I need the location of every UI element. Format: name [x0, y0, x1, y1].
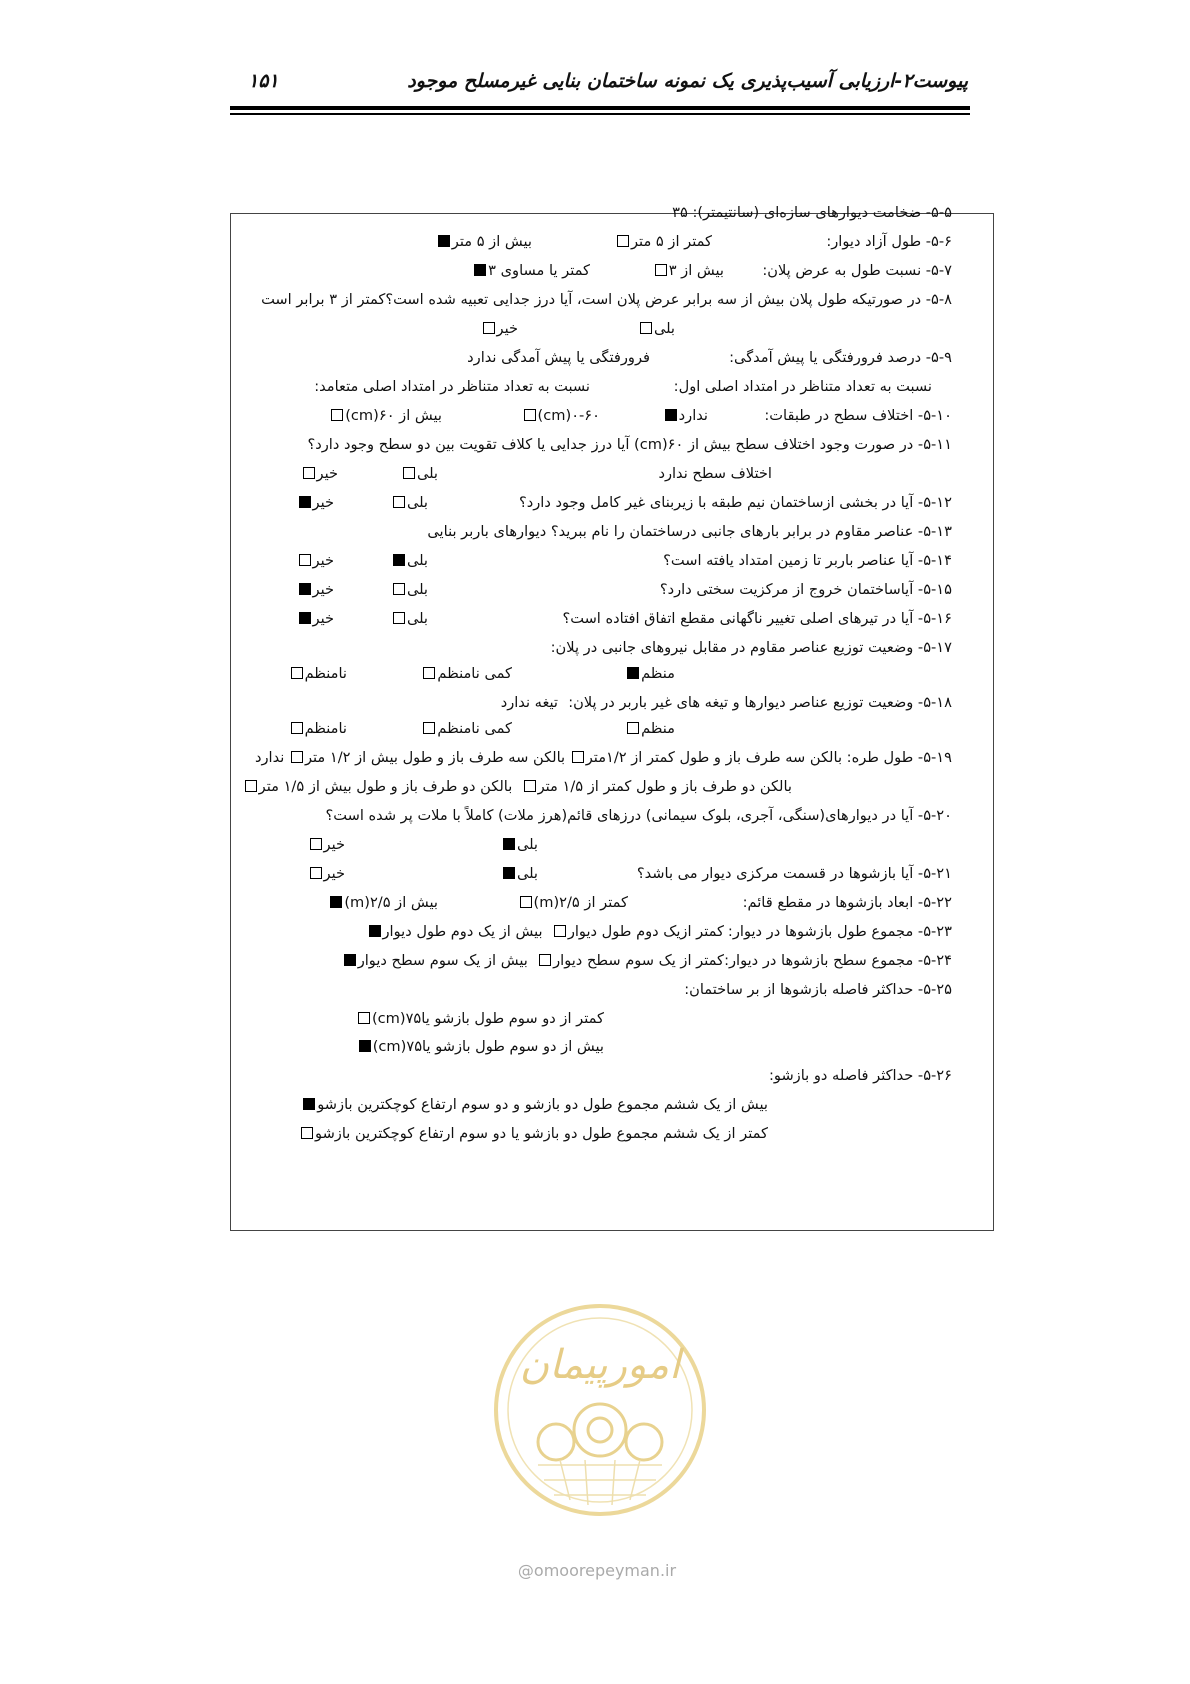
watermark-logo-text: امورپیمان: [519, 1342, 681, 1388]
item-5-9-direction-2: نسبت به تعداد متناظر در امتداد اصلی متعامد:: [314, 378, 590, 395]
item-5-19-option-4-label: بالکن دو طرف باز و طول کمتر از ۱/۵ متر: [537, 778, 792, 795]
item-5-7-option-1-label: بیش از ۳: [668, 262, 724, 279]
item-5-12-no: [297, 493, 334, 513]
item-5-11-question: ۵-۱۱- در صورت وجود اختلاف سطح بیش از ۶۰(cm) آیا درز جدایی یا کلاف تقویت بین دو سطح وجود دارد؟: [307, 436, 952, 453]
item-5-7-question: ۵-۷- نسبت طول به عرض پلان:: [762, 262, 952, 279]
item-5-24-options: [342, 951, 724, 971]
item-5-8-yes-label: بلی: [653, 320, 675, 337]
item-5-15-no-label: خیر: [312, 581, 334, 598]
item-5-14-yes: [391, 551, 428, 571]
item-5-23-option-1-label: کمتر ازیک دوم طول دیوار: [567, 923, 724, 940]
item-5-20-question: ۵-۲۰- آیا در دیوارهای(سنگی، آجری، بلوک سیمانی) درزهای قائم(هرز ملات) کاملاً با ملات پر شده است؟: [325, 807, 952, 824]
checkbox-empty[interactable]: [393, 496, 405, 508]
item-5-25-option-1: [356, 1009, 604, 1029]
item-5-20-no-label: خیر: [323, 836, 345, 853]
checkbox-empty[interactable]: [310, 838, 322, 850]
item-5-21-question: ۵-۲۱- آیا بازشوها در قسمت مرکزی دیوار می باشد؟: [636, 865, 952, 882]
checkbox-empty[interactable]: [291, 751, 303, 763]
item-5-19-option-1-label: بالکن سه طرف باز و طول کمتر از ۱/۲متر: [585, 749, 843, 766]
item-5-10-question: ۵-۱۰- اختلاف سطح در طبقات:: [764, 407, 952, 424]
item-5-8-no-label: خیر: [496, 320, 518, 337]
item-5-19-option-2-label: بالکن سه طرف باز و طول بیش از ۱/۲ متر: [304, 749, 566, 766]
item-5-6-option-1-label: کمتر از ۵ متر: [631, 233, 712, 250]
checkbox-filled[interactable]: [359, 1040, 371, 1052]
checkbox-empty[interactable]: [524, 780, 536, 792]
item-5-22-option-1-label: کمتر از ۲/۵(m): [533, 894, 628, 911]
item-5-14-no-label: خیر: [312, 552, 334, 569]
watermark-logo: [490, 1300, 710, 1520]
item-5-10-option-3-label: بیش از ۶۰(cm): [345, 407, 442, 424]
checkbox-empty[interactable]: [524, 409, 536, 421]
item-5-17-question: ۵-۱۷- وضعیت توزیع عناصر مقاوم در مقابل نیروهای جانبی در پلان:: [550, 639, 952, 656]
checkbox-empty[interactable]: [299, 554, 311, 566]
item-5-25-option-2-label: بیش از دو سوم طول بازشو یا۷۵(cm): [372, 1038, 604, 1055]
checkbox-filled[interactable]: [299, 583, 311, 595]
item-5-26-option-1-label: بیش از یک ششم مجموع طول دو بازشو و دو سوم ارتفاع کوچکترین بازشو: [317, 1096, 768, 1113]
item-5-18-option-2-label: کمی نامنظم: [437, 720, 512, 737]
checkbox-filled[interactable]: [299, 612, 311, 624]
checkbox-empty[interactable]: [291, 722, 303, 734]
item-5-26-question: ۵-۲۶- حداکثر فاصله دو بازشو:: [768, 1067, 952, 1084]
checkbox-empty[interactable]: [393, 583, 405, 595]
checkbox-empty[interactable]: [520, 896, 532, 908]
item-5-19-line-1: [255, 748, 952, 768]
item-5-10-option-1: [663, 406, 708, 426]
item-5-21-no: [308, 864, 345, 884]
item-5-19-option-3-label: ندارد: [255, 749, 285, 766]
item-5-7-option-2-label: کمتر یا مساوی ۳: [488, 262, 590, 279]
item-5-9-direction-1: نسبت به تعداد متناظر در امتداد اصلی اول:: [673, 378, 932, 395]
item-5-19-option-5-label: بالکن دو طرف باز و طول بیش از ۱/۵ متر: [258, 778, 513, 795]
checkbox-filled[interactable]: [393, 554, 405, 566]
item-5-10-option-3: [329, 406, 442, 426]
item-5-15-yes: [391, 580, 428, 600]
checkbox-filled[interactable]: [503, 838, 515, 850]
item-5-9-question: ۵-۹- درصد فرورفتگی یا پیش آمدگی:: [729, 349, 952, 366]
item-5-11-no-label: خیر: [316, 465, 338, 482]
item-5-19-question: ۵-۱۹- طول طره:: [846, 749, 952, 766]
item-5-11-no: [301, 464, 338, 484]
item-5-8-no: [481, 319, 518, 339]
checkbox-empty[interactable]: [291, 667, 303, 679]
checkbox-empty[interactable]: [627, 722, 639, 734]
checkbox-filled[interactable]: [330, 896, 342, 908]
checkbox-empty[interactable]: [554, 925, 566, 937]
item-5-12-question: ۵-۱۲- آیا در بخشی ازساختمان نیم طبقه با زیربنای غیر کامل وجود دارد؟: [518, 494, 952, 511]
item-5-11-answer: اختلاف سطح ندارد: [658, 465, 772, 482]
item-5-17-option-1: [625, 664, 675, 684]
page-title: پیوست۲-ارزیابی آسیب‌پذیری یک نمونه ساختمان بنایی غیرمسلح موجود: [407, 70, 968, 92]
item-5-12-yes: [391, 493, 428, 513]
item-5-20-yes: [501, 835, 538, 855]
item-5-22-option-2-label: بیش از ۲/۵(m): [344, 894, 438, 911]
checkbox-empty[interactable]: [331, 409, 343, 421]
checkbox-empty[interactable]: [483, 322, 495, 334]
item-5-25-option-1-label: کمتر از دو سوم طول بازشو یا۷۵(cm): [371, 1010, 604, 1027]
item-5-20-yes-label: بلی: [516, 836, 538, 853]
item-5-11-yes: [401, 464, 438, 484]
item-5-17-option-2-label: کمی نامنظم: [437, 665, 512, 682]
watermark-site: @omoorepeyman.ir: [517, 1561, 677, 1580]
item-5-22-question: ۵-۲۲- ابعاد بازشوها در مقطع قائم:: [742, 894, 952, 911]
item-5-18-option-3-label: نامنظم: [304, 720, 347, 737]
item-5-21-yes: [501, 864, 538, 884]
item-5-24-option-1-label: کمتر از یک سوم سطح دیوار: [553, 952, 724, 969]
header-rule-thick: [230, 106, 970, 110]
item-5-8-yes: [638, 319, 675, 339]
page-number: ۱۵۱: [248, 70, 279, 92]
checkbox-empty[interactable]: [423, 722, 435, 734]
item-5-15-yes-label: بلی: [406, 581, 428, 598]
item-5-18-option-1: [625, 719, 675, 739]
item-5-19-line-2: [243, 777, 792, 797]
item-5-10-option-2: [522, 406, 600, 426]
item-5-17-option-3: [289, 664, 347, 684]
checkbox-empty[interactable]: [640, 322, 652, 334]
item-5-26-option-2: [299, 1124, 768, 1144]
item-5-16-no-label: خیر: [312, 610, 334, 627]
item-5-16-question: ۵-۱۶- آیا در تیرهای اصلی تغییر ناگهانی مقطع اتفاق افتاده است؟: [562, 610, 952, 627]
item-5-6-option-2: [436, 232, 532, 252]
item-5-9-answer: فرورفتگی یا پیش آمدگی ندارد: [467, 349, 650, 366]
checkbox-filled[interactable]: [369, 925, 381, 937]
checkbox-empty[interactable]: [358, 1012, 370, 1024]
item-5-15-no: [297, 580, 334, 600]
checkbox-filled[interactable]: [503, 867, 515, 879]
item-5-18-option-2: [421, 719, 512, 739]
item-5-24-option-2-label: بیش از یک سوم سطح دیوار: [357, 952, 528, 969]
checkbox-empty[interactable]: [539, 954, 551, 966]
item-5-25-option-2: [357, 1037, 604, 1057]
item-5-16-yes-label: بلی: [406, 610, 428, 627]
checkbox-filled[interactable]: [627, 667, 639, 679]
item-5-18-option-3: [289, 719, 347, 739]
item-5-21-yes-label: بلی: [516, 865, 538, 882]
item-5-22-option-2: [328, 893, 438, 913]
checkbox-filled[interactable]: [438, 235, 450, 247]
item-5-12-yes-label: بلی: [406, 494, 428, 511]
item-5-18-question: ۵-۱۸- وضعیت توزیع عناصر دیوارها و تیغه های غیر باربر در پلان:: [568, 694, 952, 711]
item-5-21-no-label: خیر: [323, 865, 345, 882]
item-5-14-yes-label: بلی: [406, 552, 428, 569]
item-5-16-yes: [391, 609, 428, 629]
item-5-20-no: [308, 835, 345, 855]
item-5-12-no-label: خیر: [312, 494, 334, 511]
item-5-6-option-1: [615, 232, 712, 252]
item-5-15-question: ۵-۱۵- آیاساختمان خروج از مرکزیت سختی دارد؟: [659, 581, 952, 598]
item-5-11-yes-label: بلی: [416, 465, 438, 482]
checkbox-filled[interactable]: [344, 954, 356, 966]
item-5-6-option-2-label: بیش از ۵ متر: [451, 233, 532, 250]
item-5-26-option-2-label: کمتر از یک ششم مجموع طول دو بازشو یا دو سوم ارتفاع کوچکترین بازشو: [315, 1125, 768, 1142]
item-5-8-question: ۵-۸- در صورتیکه طول پلان بیش از سه برابر عرض پلان است، آیا درز جدایی تعبیه شده است؟کمتر از ۳ برابر است: [261, 291, 952, 308]
item-5-7-option-2: [472, 261, 590, 281]
checkbox-empty[interactable]: [617, 235, 629, 247]
item-5-10-option-2-label: ۰-۶۰(cm): [537, 407, 600, 424]
item-5-14-question: ۵-۱۴- آیا عناصر باربر تا زمین امتداد یافته است؟: [663, 552, 952, 569]
item-5-6-question: ۵-۶- طول آزاد دیوار:: [826, 233, 952, 250]
checkbox-empty[interactable]: [655, 264, 667, 276]
checkbox-empty[interactable]: [310, 867, 322, 879]
checkbox-empty[interactable]: [393, 612, 405, 624]
item-5-13: ۵-۱۳- عناصر مقاوم در برابر بارهای جانبی درساختمان را نام ببرید؟ دیوارهای باربر بنایی: [427, 523, 952, 540]
checkbox-empty[interactable]: [403, 467, 415, 479]
item-5-16-no: [297, 609, 334, 629]
checkbox-empty[interactable]: [423, 667, 435, 679]
checkbox-filled[interactable]: [665, 409, 677, 421]
item-5-23-question: ۵-۲۳- مجموع طول بازشوها در دیوار:: [727, 923, 952, 940]
item-5-7-option-1: [653, 261, 724, 281]
item-5-22-option-1: [518, 893, 628, 913]
item-5-17-option-1-label: منظم: [641, 665, 675, 682]
checkbox-empty[interactable]: [303, 467, 315, 479]
checkbox-filled[interactable]: [299, 496, 311, 508]
item-5-17-option-3-label: نامنظم: [304, 665, 347, 682]
item-5-23-option-2-label: بیش از یک دوم طول دیوار: [382, 923, 543, 940]
item-5-5: ۵-۵- ضخامت دیوارهای سازه‌ای (سانتیمتر): ۳۵: [672, 204, 952, 221]
header-rule-thin: [230, 113, 970, 115]
item-5-26-option-1: [301, 1095, 768, 1115]
item-5-25-question: ۵-۲۵- حداکثر فاصله بازشوها از بر ساختمان:: [684, 981, 952, 998]
item-5-18-option-1-label: منظم: [641, 720, 675, 737]
item-5-24-question: ۵-۲۴- مجموع سطح بازشوها در دیوار:: [724, 952, 952, 969]
checkbox-empty[interactable]: [245, 780, 257, 792]
item-5-17-option-2: [421, 664, 512, 684]
checkbox-empty[interactable]: [301, 1127, 313, 1139]
item-5-18-answer: تیغه ندارد: [500, 694, 558, 711]
item-5-10-option-1-label: ندارد: [678, 407, 708, 424]
item-5-23-options: [367, 922, 725, 942]
checkbox-filled[interactable]: [474, 264, 486, 276]
item-5-14-no: [297, 551, 334, 571]
checkbox-empty[interactable]: [572, 751, 584, 763]
checkbox-filled[interactable]: [303, 1098, 315, 1110]
